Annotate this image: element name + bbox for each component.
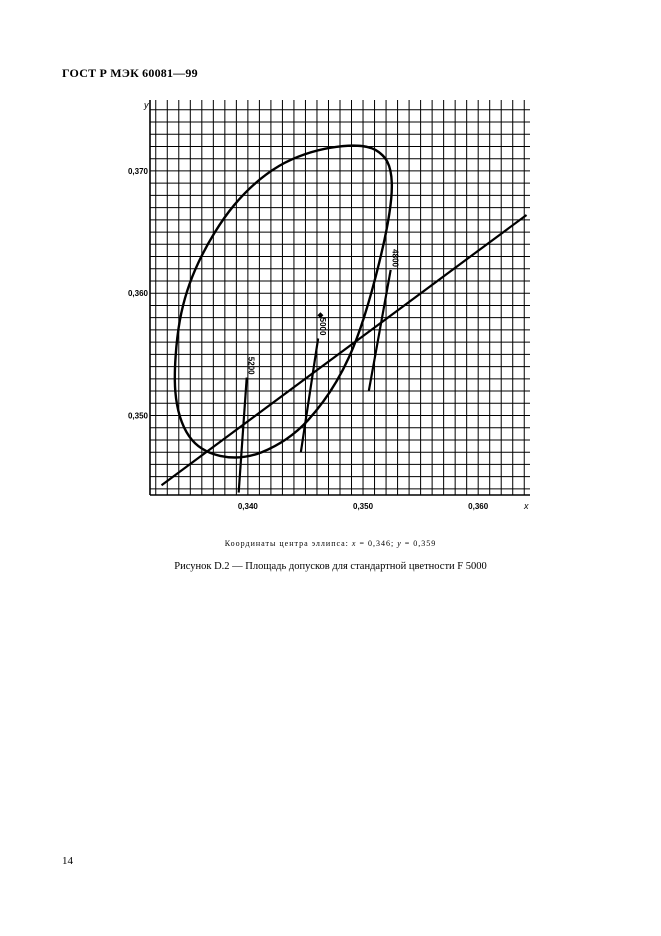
x-variable: x	[351, 539, 357, 548]
y-tick-label: 0,350	[127, 411, 148, 421]
isotemperature-label-5200: 5200	[246, 356, 256, 375]
figure-caption: Рисунок D.2 — Площадь допусков для стандартной цветности F 5000	[174, 561, 487, 572]
isotemperature-line-5000	[301, 338, 318, 452]
chart-grid	[150, 100, 530, 495]
y-tick-label: 0,370	[127, 166, 148, 176]
x-tick-label: 0,360	[468, 502, 489, 511]
chart-tick-labels	[128, 167, 489, 511]
page-number: 14	[62, 855, 73, 867]
tolerance-ellipse	[175, 146, 392, 458]
y-value: = 0,359	[404, 539, 437, 548]
locus-line	[162, 215, 527, 485]
x-axis-label: x	[524, 501, 529, 511]
x-tick-label: 0,350	[353, 502, 374, 511]
coords-text: Координаты центра эллипса:	[224, 539, 349, 548]
y-tick-label: 0,360	[127, 289, 148, 299]
document-header: ГОСТ Р МЭК 60081—99	[62, 66, 198, 80]
isotemperature-label-4800: 4800	[390, 249, 400, 267]
isotemperature-label-5000: 5000	[318, 317, 328, 336]
x-tick-label: 0,340	[237, 502, 258, 511]
isotemperature-line-5200	[239, 378, 247, 493]
x-value: = 0,346;	[359, 539, 395, 548]
y-axis-label: y	[144, 100, 149, 110]
ellipse-center-note	[0, 539, 661, 548]
chart-curves	[162, 146, 527, 493]
y-variable: y	[397, 539, 402, 548]
